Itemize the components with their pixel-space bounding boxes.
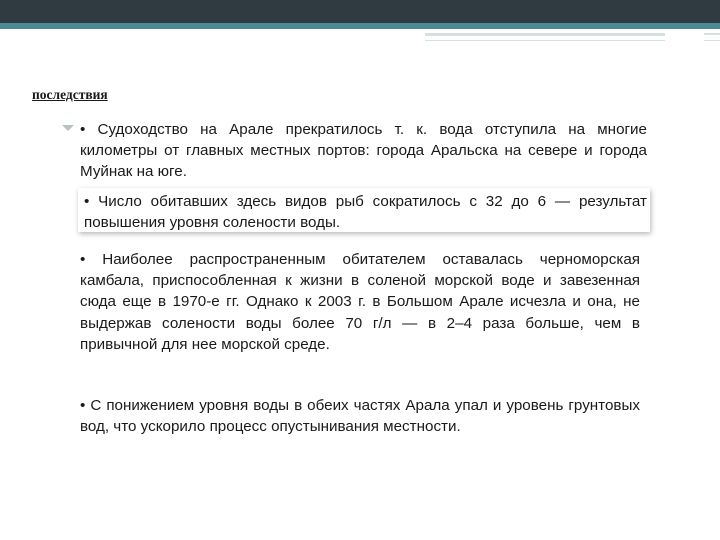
decorative-corner [704, 33, 720, 47]
slide-title: последствия [32, 87, 108, 102]
header-bar [0, 0, 720, 23]
paragraph-flounder: • Наиболее распространенным обитателем оставалась черноморская камбала, приспособленная к жизни в соленой морской воде и завезенная сюда еще в 1970-е гг. Однако к 2003 г. в Большом Арале исчезла и она, не выдержав солености воды более 70 г/л — в 2–4 раза больше, чем в привычной для нее морской среде. [80, 251, 640, 353]
decorative-rule [425, 33, 665, 36]
paragraph-groundwater: • С понижением уровня воды в обеих частях Арала упал и уровень грунтовых вод, что ускорило процесс опустынивания местности. [80, 397, 640, 436]
caret-icon [62, 125, 74, 133]
decorative-rule-thin [425, 40, 665, 41]
paragraph-fish-species: • Число обитавших здесь видов рыб сократилось с 32 до 6 — результат повышения уровня солености воды. [84, 193, 647, 232]
header-accent-bar [0, 23, 720, 29]
paragraph-shipping: • Судоходство на Арале прекратилось т. к. вода отступила на многие километры от главных местных портов: города Аральска на севере и города Муйнак на юге. [80, 121, 647, 181]
